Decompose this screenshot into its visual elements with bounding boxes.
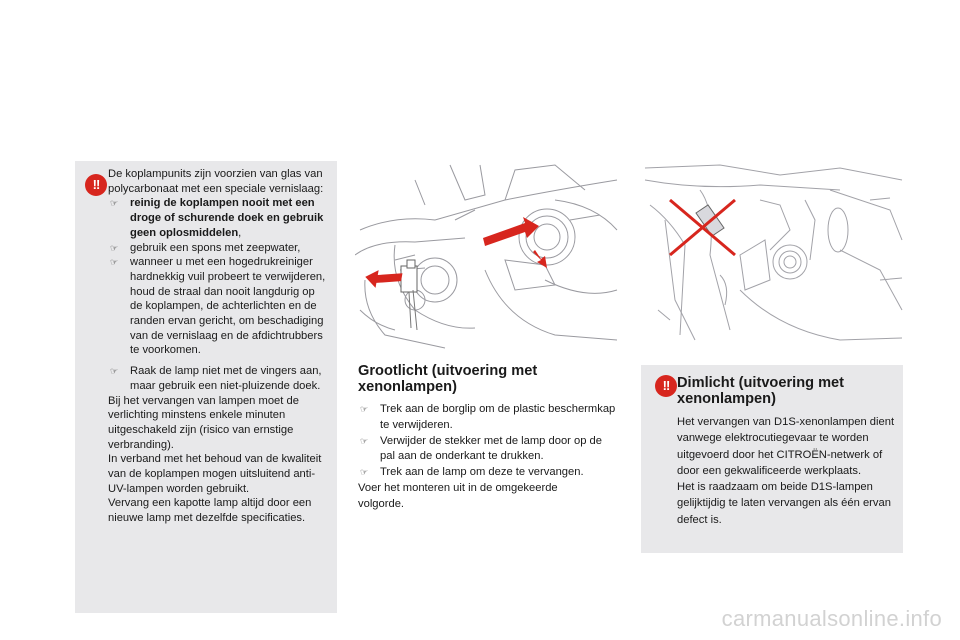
warning-paragraph: In verband met het behoud van de kwaliteit van de koplampen mogen uitsluitend anti-UV-lampen worden gebruikt. <box>108 453 322 495</box>
list-item <box>358 402 616 434</box>
warning-box <box>75 161 337 613</box>
finger-pointer-icon: ☞ <box>110 366 119 377</box>
dimlicht-paragraph: Het vervangen van D1S-xenonlampen dient vanwege elektrocutiegevaar te worden uitgevoerd door het CITROËN-netwerk of door een gekwalificeerde werkplaats. <box>677 416 895 477</box>
closing-text: Voer het monteren uit in de omgekeerde volgorde. <box>358 481 558 510</box>
finger-pointer-icon: ☞ <box>360 467 369 478</box>
list-item <box>358 465 616 481</box>
warning-paragraph: Vervang een kapotte lamp altijd door een nieuwe lamp met dezelfde specificaties. <box>108 497 312 525</box>
list-item <box>108 364 330 393</box>
finger-pointer-icon: ☞ <box>110 242 119 253</box>
grootlicht-body <box>358 402 616 513</box>
list-item <box>108 241 330 256</box>
step-text: Verwijder de stekker met de lamp door op de pal aan de onderkant te drukken. <box>380 434 603 463</box>
finger-pointer-icon: ☞ <box>360 404 369 414</box>
finger-pointer-icon: ☞ <box>110 198 119 209</box>
dimlicht-illustration <box>640 160 905 350</box>
finger-pointer-icon: ☞ <box>360 435 369 446</box>
dimlicht-text <box>677 414 897 528</box>
bullet-text: reinig de koplampen nooit met een droge of schurende doek en gebruik geen oplosmiddelen <box>130 197 324 239</box>
dimlicht-paragraph: Het is raadzaam om beide D1S-lampen gelijktijdig te laten vervangen als één ervan defect is. <box>677 481 891 526</box>
watermark: carmanualsonline.info <box>721 606 942 631</box>
dimlicht-title: Dimlicht (uitvoering met xenonlampen) <box>677 375 845 407</box>
warning-bullet-list <box>108 196 330 393</box>
grootlicht-steps <box>358 402 616 481</box>
list-item <box>358 434 616 466</box>
bullet-text: wanneer u met een hogedrukreiniger hardnekkig vuil probeert te verwijderen, houd de straal dan nooit langdurig op de koplampen, de achterlichten en de randen ervan gericht, om beschadiging van de vernislaag en de afdichtrubbers te voorkomen. <box>130 256 326 357</box>
grootlicht-title: Grootlicht (uitvoering met xenonlampen) <box>358 363 538 395</box>
step-text: Trek aan de lamp om deze te vervangen. <box>380 466 584 479</box>
list-item <box>108 196 330 240</box>
finger-pointer-icon: ☞ <box>110 257 119 268</box>
step-text: Trek aan de borglip om de plastic beschermkap te verwijderen. <box>380 403 616 431</box>
warning-intro: De koplampunits zijn voorzien van glas van polycarbonaat met een speciale vernislaag: <box>108 168 324 195</box>
dimlicht-box <box>641 365 903 553</box>
bullet-text: gebruik een spons met zeepwater, <box>130 241 301 254</box>
grootlicht-illustration <box>355 160 620 350</box>
list-item <box>108 255 330 358</box>
bullet-text: Raak de lamp niet met de vingers aan, maar gebruik een niet-pluizende doek. <box>130 365 322 392</box>
warning-icon: !! <box>85 174 107 196</box>
bullet-suffix: , <box>238 226 242 239</box>
warning-paragraph: Bij het vervangen van lampen moet de verlichting minstens enkele minuten uitgeschakeld zijn (risico van ernstige verbranding). <box>108 394 299 451</box>
warning-text <box>108 167 330 526</box>
warning-icon: !! <box>655 375 677 397</box>
